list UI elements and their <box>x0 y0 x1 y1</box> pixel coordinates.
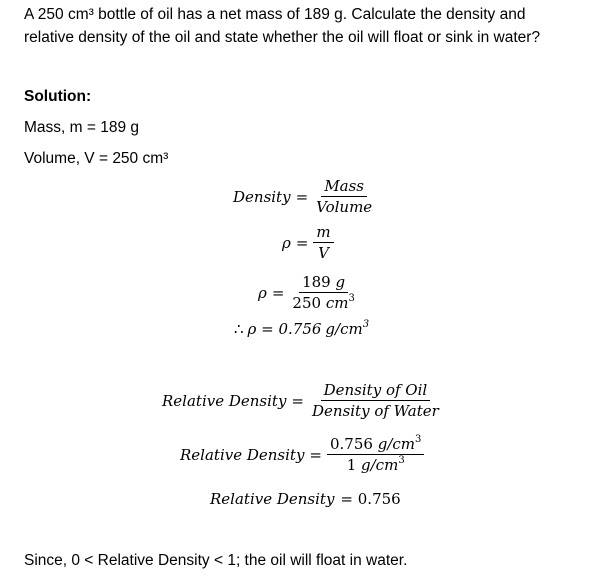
equals-sign: = <box>271 283 285 302</box>
density-formula-fraction <box>313 176 375 217</box>
rho-substitution-lhs: ρ <box>258 283 267 302</box>
relative-density-substitution-fraction <box>327 434 424 475</box>
relative-density-result-value: = 0.756 <box>340 490 401 508</box>
relative-density-formula-fraction <box>309 380 442 421</box>
equals-sign: = <box>291 391 304 410</box>
relative-density-formula-lhs: Relative Density <box>162 391 287 410</box>
fraction-denominator: V <box>318 244 329 262</box>
relative-density-result-lhs: Relative Density <box>210 490 335 508</box>
equals-sign: = <box>309 445 322 464</box>
relative-density-substitution-lhs: Relative Density <box>180 445 305 464</box>
rho-formula <box>282 222 334 263</box>
density-result-unit: $g/cm^3$ <box>325 319 370 338</box>
fraction-numerator: Density of Oil <box>321 380 431 401</box>
conclusion: Since, 0 < Relative Density < 1; the oil will float in water. <box>24 552 408 569</box>
question-line-2: relative density of the oil and state whether the oil will float or sink in water? <box>24 29 541 46</box>
density-formula <box>233 176 375 217</box>
fraction-denominator: Density of Water <box>312 402 439 420</box>
solution-heading: Solution: <box>24 88 92 105</box>
rho-substitution-fraction <box>289 272 357 313</box>
fraction-numerator: 0.756 $g/cm^3$ <box>327 434 424 455</box>
density-result-value: ρ = 0.756 <box>247 320 322 338</box>
relative-density-formula <box>162 380 442 421</box>
fraction-denominator: Volume <box>316 198 373 216</box>
fraction-numerator: 189 g <box>299 272 348 293</box>
fraction-denominator: 1 $g/cm^3$ <box>346 455 405 474</box>
fraction-numerator: Mass <box>321 176 367 197</box>
fraction-denominator: 250 $cm^3$ <box>292 293 355 312</box>
relative-density-substitution <box>180 434 424 475</box>
equals-sign: = <box>295 233 309 252</box>
density-result <box>234 320 369 338</box>
relative-density-result <box>210 490 401 508</box>
volume-given: Volume, V = 250 cm³ <box>24 150 169 167</box>
mass-given: Mass, m = 189 g <box>24 119 140 136</box>
therefore-symbol: ∴ <box>234 320 244 338</box>
equals-sign: = <box>295 187 309 206</box>
rho-formula-fraction <box>313 222 333 263</box>
rho-substitution <box>258 272 358 313</box>
fraction-numerator: m <box>313 222 333 243</box>
question-line-1: A 250 cm³ bottle of oil has a net mass of 189 g. Calculate the density and <box>24 6 526 23</box>
rho-formula-lhs: ρ <box>282 233 291 252</box>
density-formula-lhs: Density <box>233 187 291 206</box>
